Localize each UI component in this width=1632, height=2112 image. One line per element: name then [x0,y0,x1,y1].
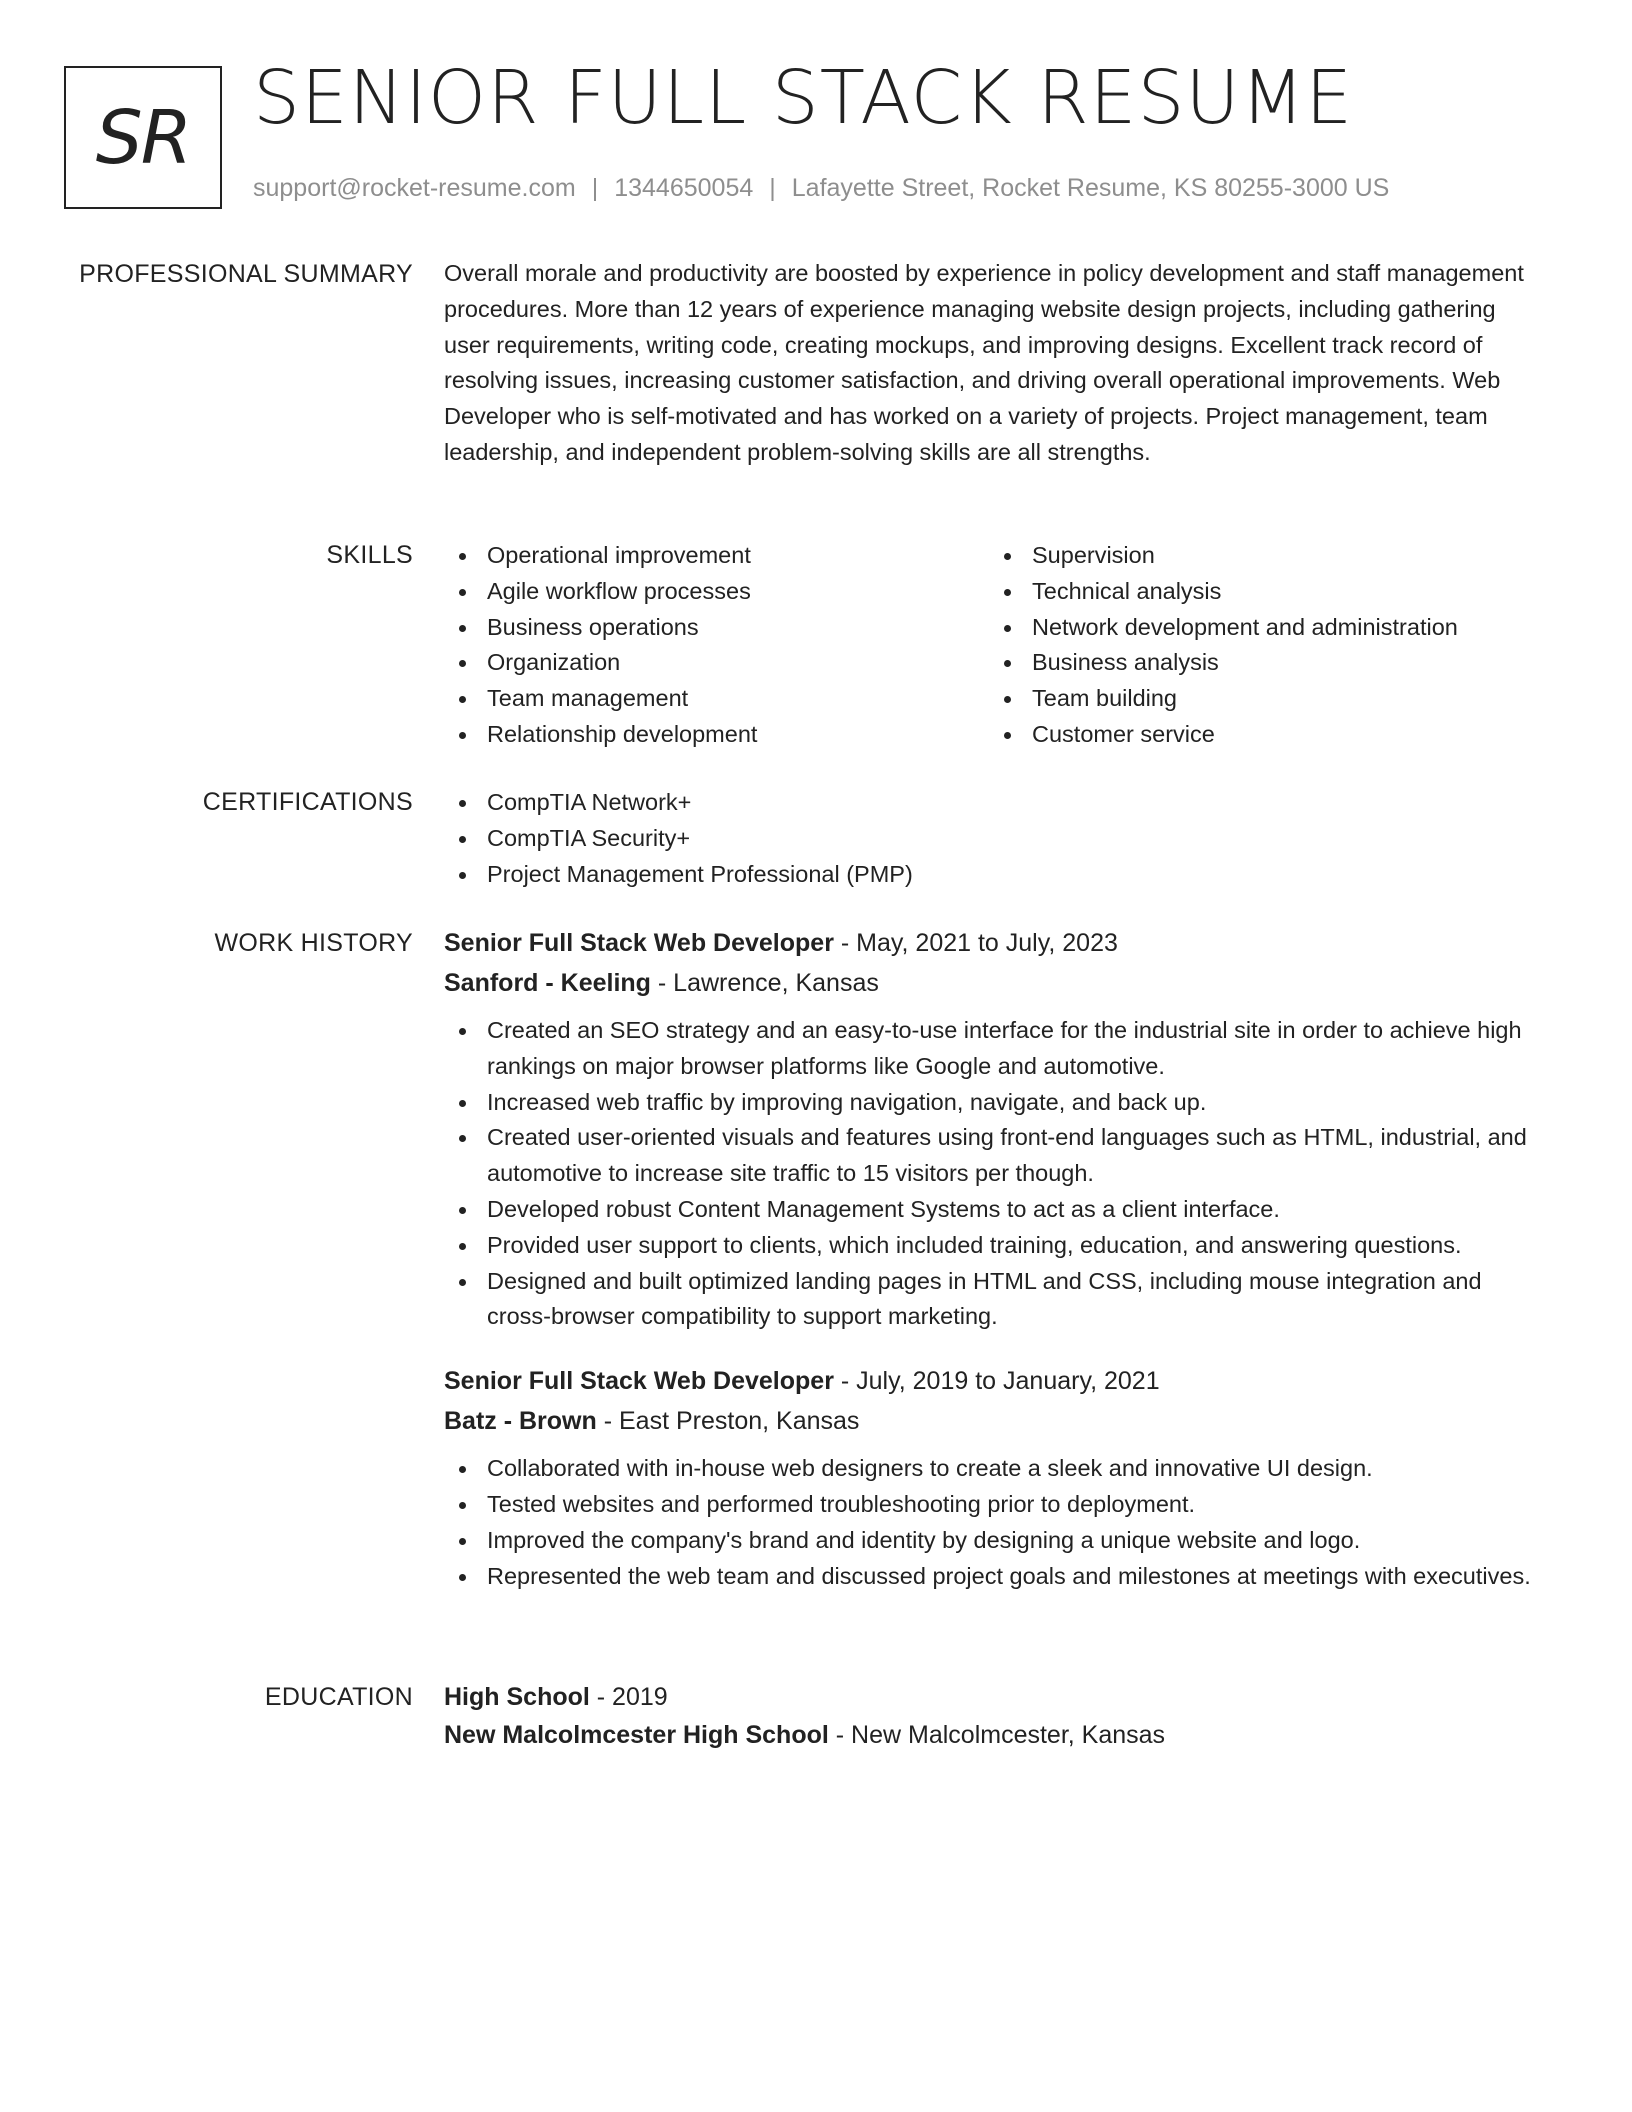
job-title-line [444,923,1534,963]
skills-body [444,538,1534,753]
skill-item: Relationship development [444,717,989,753]
monogram-box [64,66,222,209]
work-history-body [444,923,1534,1594]
contact-line [253,174,1389,203]
contact-phone: 1344650054 [614,174,754,202]
job-company-line [444,963,1534,1003]
certifications-heading: CERTIFICATIONS [202,788,413,816]
education-heading: EDUCATION [264,1683,413,1711]
resume-title: SENIOR FULL STACK RESUME [253,55,1354,141]
job-bullet: Improved the company's brand and identity by designing a unique website and logo. [444,1523,1534,1559]
monogram-initials: SR [95,94,191,181]
job-entry [444,1361,1534,1594]
education-degree: High School [444,1683,590,1711]
skills-list-right [989,538,1534,753]
skills-list-left [444,538,989,753]
job-bullet: Created user-oriented visuals and features using front-end languages such as HTML, industrial, and automotive to increase site traffic to 15 visitors per though. [444,1120,1534,1192]
education-degree-line [444,1678,1534,1716]
contact-separator: | [769,174,776,202]
job-dates: - July, 2019 to January, 2021 [833,1367,1160,1396]
contact-email: support@rocket-resume.com [253,174,576,202]
job-bullets [444,1451,1534,1594]
job-title: Senior Full Stack Web Developer [444,929,834,957]
certification-item: CompTIA Security+ [444,821,1534,857]
summary-text: Overall morale and productivity are boosted by experience in policy development and staff management procedures. More than 12 years of experience managing website design projects, including gathering user requirements, writing code, creating mockups, and improving designs. Excellent track record of resolving issues, increasing customer satisfaction, and driving overall operational improvements. Web Developer who is self-motivated and has worked on a variety of projects. Project management, team leadership, and independent problem-solving skills are all strengths. [444,260,1524,465]
education-year: - 2019 [589,1683,668,1711]
contact-address: Lafayette Street, Rocket Resume, KS 80255-3000 US [791,174,1390,202]
job-bullet: Developed robust Content Management Systems to act as a client interface. [444,1192,1534,1228]
skill-item: Organization [444,645,989,681]
summary-heading: PROFESSIONAL SUMMARY [79,260,413,288]
job-company: Sanford - Keeling [444,969,651,997]
job-bullet: Increased web traffic by improving navigation, navigate, and back up. [444,1085,1534,1121]
skill-item: Customer service [989,717,1534,753]
job-company-line [444,1401,1534,1441]
job-title-line [444,1361,1534,1401]
education-school: New Malcolmcester High School [444,1721,829,1749]
skill-item: Operational improvement [444,538,989,574]
job-bullet: Collaborated with in-house web designers to create a sleek and innovative UI design. [444,1451,1534,1487]
skill-item: Technical analysis [989,574,1534,610]
job-company: Batz - Brown [444,1407,597,1436]
education-body [444,1678,1534,1754]
contact-separator: | [591,174,599,202]
certifications-body [444,785,1534,892]
job-entry [444,923,1534,1335]
job-location: - East Preston, Kansas [596,1407,860,1436]
job-bullets [444,1013,1534,1335]
education-school-line [444,1716,1534,1754]
skill-item: Team building [989,681,1534,717]
job-bullet: Represented the web team and discussed project goals and milestones at meetings with executives. [444,1559,1534,1595]
skill-item: Network development and administration [989,610,1534,646]
job-bullet: Provided user support to clients, which included training, education, and answering questions. [444,1228,1534,1264]
skill-item: Agile workflow processes [444,574,989,610]
job-title: Senior Full Stack Web Developer [444,1367,834,1396]
skill-item: Supervision [989,538,1534,574]
job-bullet: Created an SEO strategy and an easy-to-use interface for the industrial site in order to achieve high rankings on major browser platforms like Google and automotive. [444,1013,1534,1085]
job-bullet: Designed and built optimized landing pages in HTML and CSS, including mouse integration and cross-browser compatibility to support marketing. [444,1264,1534,1336]
skills-heading: SKILLS [326,541,413,569]
job-location: - Lawrence, Kansas [650,969,879,997]
work-history-heading: WORK HISTORY [214,929,413,957]
job-dates: - May, 2021 to July, 2023 [833,929,1118,957]
skill-item: Team management [444,681,989,717]
skill-item: Business operations [444,610,989,646]
certification-item: Project Management Professional (PMP) [444,857,1534,893]
certifications-list [444,785,1534,892]
certification-item: CompTIA Network+ [444,785,1534,821]
skill-item: Business analysis [989,645,1534,681]
job-bullet: Tested websites and performed troubleshooting prior to deployment. [444,1487,1534,1523]
education-location: - New Malcolmcester, Kansas [828,1721,1166,1749]
